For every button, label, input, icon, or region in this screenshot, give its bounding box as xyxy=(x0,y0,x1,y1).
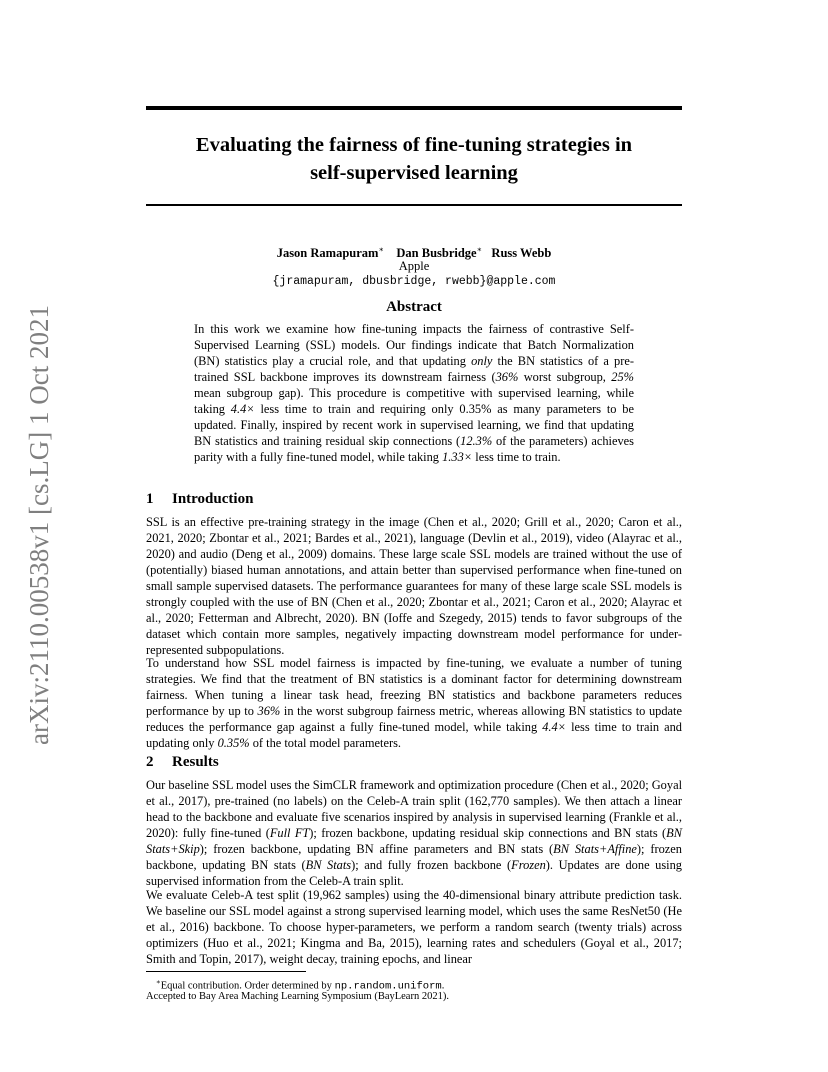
footnote-equal-contribution: ∗Equal contribution. Order determined by np.random.uniform. xyxy=(156,978,445,993)
abstract-text: In this work we examine how fine-tuning impacts the fairness of contrastive Self-Supervised Learning (SSL) models. Our findings indicate that Batch Normalization (BN) statistics play a crucial role, and that updating only the BN statistics of a pre-trained SSL backbone improves its downstream fairness (36% worst subgroup, 25% mean subgroup gap). This procedure is competitive with supervised learning, while taking 4.4× less time to train and requiring only 0.35% as many parameters to be updated. Finally, inspired by recent work in supervised learning, we find that updating BN statistics and training residual skip connections (12.3% of the parameters) achieves parity with a fully fine-tuned model, while taking 1.33× less time to train. xyxy=(194,322,634,464)
equal-contribution-mark: ∗ xyxy=(476,245,483,254)
section-number: 2 xyxy=(146,754,154,770)
section-heading-introduction xyxy=(146,490,253,508)
author-emails: {jramapuram, dbusbridge, rwebb}@apple.com xyxy=(272,275,556,288)
title-line-2: self-supervised learning xyxy=(310,162,518,184)
arxiv-identifier: arXiv:2110.00538v1 [cs.LG] 1 Oct 2021 xyxy=(24,305,54,745)
introduction-paragraph-1: SSL is an effective pre-training strategy in the image (Chen et al., 2020; Grill et al., 2020; Caron et al., 2021, 2020; Zbontar et al., 2021; Bardes et al., 2021), language (Devlin et al., 2019), video (Alayrac et al., 2020) and audio (Deng et al., 2009) domains. These large scale SSL models are trained without the use of (potentially) biased human annotations, and attain better than supervised performance when fine-tuned on small sample supervised datasets. The performance guarantees for many of these large scale SSL models is strongly coupled with the use of BN (Chen et al., 2020; Zbontar et al., 2021; Caron et al., 2020; Alayrac et al., 2020; Fetterman and Albrecht, 2020). BN (Ioffe and Szegedy, 2015) tends to favor subgroups of the dataset which contain more samples, negatively impacting downstream model performance for under-represented subpopulations. xyxy=(146,515,682,657)
results-paragraph-1: Our baseline SSL model uses the SimCLR framework and optimization procedure (Chen et al., 2020; Goyal et al., 2017), pre-trained (no labels) on the Celeb-A train split (162,770 samples). We then attach a linear head to the backbone and evaluate five scenarios inspired by analysis in supervised learning (Frankle et al., 2020): fully fine-tuned (Full FT); frozen backbone, updating residual skip connections and BN stats (BN Stats+Skip); frozen backbone, updating BN affine parameters and BN stats (BN Stats+Affine); frozen backbone, updating BN stats (BN Stats); and fully frozen backbone (Frozen). Updates are done using supervised information from the Celeb-A train split. xyxy=(146,778,683,888)
title-top-rule xyxy=(146,106,682,110)
section-heading-results xyxy=(146,753,219,771)
author-name: Jason Ramapuram xyxy=(276,246,379,261)
section-number: 1 xyxy=(146,491,154,507)
abstract-heading: Abstract xyxy=(386,299,442,315)
paper-title xyxy=(146,131,682,187)
author-name: Russ Webb xyxy=(491,246,552,261)
code-snippet: np.random.uniform xyxy=(334,980,442,993)
equal-contribution-mark: ∗ xyxy=(378,245,384,254)
title-line-1: Evaluating the fairness of fine-tuning strategies in xyxy=(195,134,633,156)
footnote-venue: Accepted to Bay Area Maching Learning Symposium (BayLearn 2021). xyxy=(146,991,449,1002)
title-bottom-rule xyxy=(146,204,682,206)
section-title: Introduction xyxy=(172,491,254,507)
results-paragraph-2: We evaluate Celeb-A test split (19,962 samples) using the 40-dimensional binary attribute prediction task. We baseline our SSL model against a strong supervised learning model, which uses the same ResNet50 (He et al., 2016) backbone. To choose hyper-parameters, we perform a random search (twenty trials) across optimizers (Huo et al., 2021; Kingma and Ba, 2015), learning rates and schedulers (Goyal et al., 2017; Smith and Topin, 2017), weight decay, training epochs, and linear xyxy=(146,888,682,966)
section-title: Results xyxy=(172,754,219,770)
footnote-marker: ∗ xyxy=(156,978,161,986)
introduction-paragraph-2: To understand how SSL model fairness is impacted by fine-tuning, we evaluate a number of tuning strategies. We find that the treatment of BN statistics is a dominant factor for determining downstream fairness. When tuning a linear task head, freezing BN statistics and backbone parameters reduces performance by up to 36% in the worst subgroup fairness metric, whereas allowing BN statistics to update reduces the performance gap against a fully fine-tuned model, while taking 4.4× less time to train and updating only 0.35% of the total model parameters. xyxy=(146,656,682,750)
affiliation: Apple xyxy=(398,259,430,273)
footnote-rule xyxy=(146,971,306,972)
author-name: Dan Busbridge xyxy=(396,246,477,261)
